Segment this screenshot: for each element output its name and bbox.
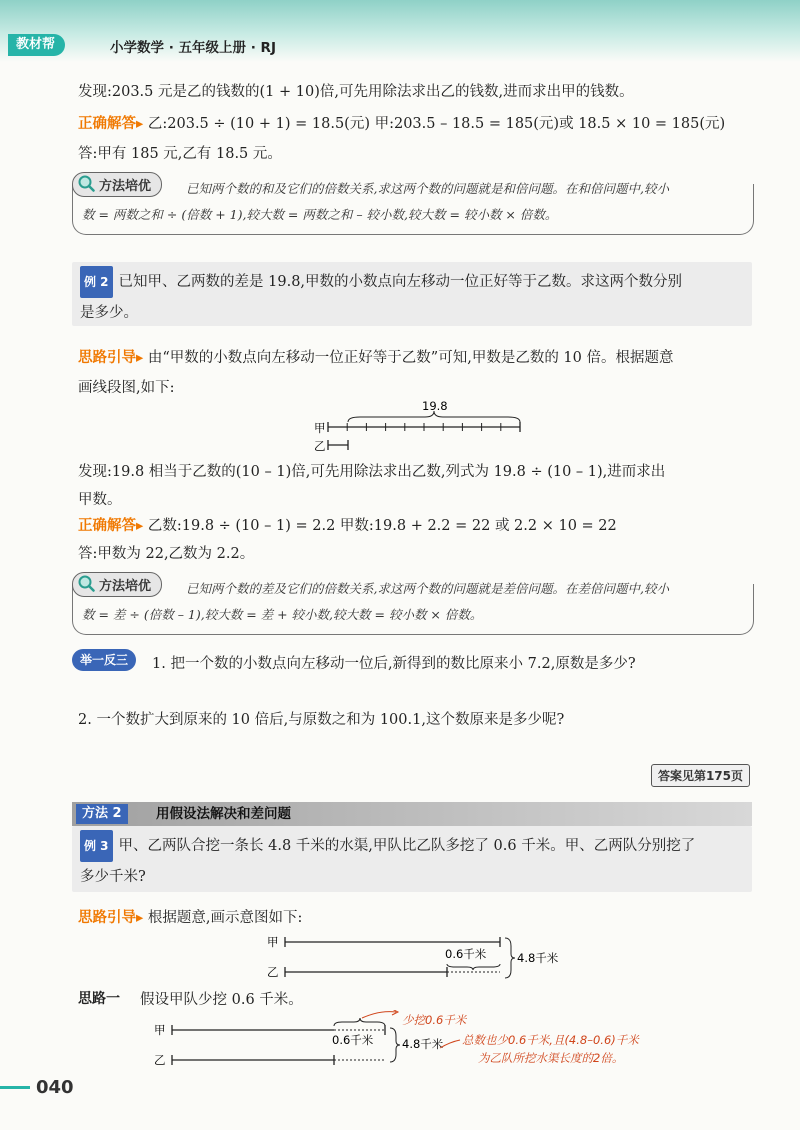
label-jia: 甲 [154,1023,166,1037]
ex2-solve: 乙数:19.8 ÷ (10 – 1) = 2.2 甲数:19.8 + 2.2 = 22 或 2.2 × 10 = 22 [147,518,617,534]
assumption-diagram [140,1010,700,1072]
label-jia: 甲 [314,421,326,435]
tip-label: 方法培优 [99,579,152,594]
ex3-line1: 甲、乙两队合挖一条长 4.8 千米的水渠,甲队比乙队多挖了 0.6 千米。甲、乙两队分别挖了 [118,838,696,854]
book-badge: 教材帮 [8,34,65,56]
method-tag: 方法 2 [76,804,128,824]
note-total: 总数也少0.6千米,且(4.8–0.6)千米 [462,1033,639,1047]
tip-line2: 数 = 两数之和 ÷ (倍数 + 1),较大数 = 两数之和 – 较小数,较大数 = 较小数 × 倍数。 [82,207,558,222]
note-double: 为乙队所挖水渠长度的2倍。 [478,1051,624,1065]
page-accent-bar [0,1086,30,1089]
tip-line1: 已知两个数的差及它们的倍数关系,求这两个数的问题就是差倍问题。在差倍问题中,较小 [186,581,669,596]
magnifier-icon [77,574,95,592]
page-number: 040 [36,1077,74,1098]
book-title: 小学数学 · 五年级上册 · RJ [110,40,276,56]
ex2-find1: 发现:19.8 相当于乙数的(10 – 1)倍,可先用除法求出乙数,列式为 19.8 ÷ (10 – 1),进而求出 [78,464,666,480]
ex3-line2: 多少千米? [80,869,146,885]
tip-label: 方法培优 [99,179,152,194]
ex3-guide-line: 思路引导▸ 根据题意,画示意图如下: [78,910,303,926]
ex2-guide-line1: 思路引导▸ 由“甲数的小数点向左移动一位正好等于乙数”可知,甲数是乙数的 10 倍。根据题意 [78,350,674,366]
practice-q2: 2. 一个数扩大到原来的 10 倍后,与原数之和为 100.1,这个数原来是多少呢? [78,712,565,728]
diff-label: 0.6千米 [445,947,487,961]
guide-label: 思路引导 [78,350,136,366]
ex1-find: 发现:203.5 元是乙的钱数的(1 + 10)倍,可先用除法求出乙的钱数,进而求出甲的钱数。 [78,84,634,100]
tip-heading [72,172,162,197]
magnifier-icon [77,174,95,192]
note-less: 少挖0.6千米 [402,1013,467,1027]
practice-q1: 1. 把一个数的小数点向左移动一位后,新得到的数比原来小 7.2,原数是多少? [152,656,636,672]
label-jia: 甲 [267,935,279,949]
segment-diagram-ex2 [300,400,540,460]
solve-label: 正确解答 [78,518,136,534]
answer-reference: 答案见第175页 [651,764,750,787]
ex1-answer: 答:甲有 185 元,乙有 18.5 元。 [78,146,282,162]
example-box [72,262,752,326]
total-label: 4.8千米 [402,1037,444,1051]
ex2-guide-line2: 画线段图,如下: [78,380,175,396]
ex2-line2: 是多少。 [80,305,138,321]
segment-diagram-ex3 [255,928,575,984]
tip-line2: 数 = 差 ÷ (倍数 – 1),较大数 = 差 + 较小数,较大数 = 较小数 × 倍数。 [82,607,483,622]
method-title: 用假设法解决和差问题 [156,806,291,822]
guide-text: 根据题意,画示意图如下: [147,910,303,926]
diff-label: 19.8 [422,400,448,413]
ex2-answer: 答:甲数为 22,乙数为 2.2。 [78,546,255,562]
ex1-solve: 乙:203.5 ÷ (10 + 1) = 18.5(元) 甲:203.5 – 18.5 = 185(元)或 18.5 × 10 = 185(元) [147,116,726,132]
guide-text: 由“甲数的小数点向左移动一位正好等于乙数”可知,甲数是乙数的 10 倍。根据题意 [147,350,674,366]
practice-tag: 举一反三 [72,649,136,671]
diff-label: 0.6千米 [332,1033,374,1047]
ex1-solve-line: 正确解答▸ 乙:203.5 ÷ (10 + 1) = 18.5(元) 甲:203.5 – 18.5 = 185(元)或 18.5 × 10 = 185(元) [78,116,726,132]
label-yi: 乙 [154,1053,166,1067]
solve-label: 正确解答 [78,116,136,132]
guide-label: 思路引导 [78,910,136,926]
tip-heading [72,572,162,597]
label-yi: 乙 [314,439,326,453]
example-box [72,826,752,892]
ex2-line1: 已知甲、乙两数的差是 19.8,甲数的小数点向左移动一位正好等于乙数。求这两个数分别 [118,274,683,290]
idea1-label: 思路一 [78,991,120,1007]
idea1-text: 假设甲队少挖 0.6 千米。 [140,992,303,1008]
total-label: 4.8千米 [517,951,559,965]
example-tag: 例 2 [80,266,113,298]
ex2-find2: 甲数。 [78,492,122,508]
ex2-solve-line: 正确解答▸ 乙数:19.8 ÷ (10 – 1) = 2.2 甲数:19.8 + 2.2 = 22 或 2.2 × 10 = 22 [78,518,617,534]
example-tag: 例 3 [80,830,113,862]
tip-line1: 已知两个数的和及它们的倍数关系,求这两个数的问题就是和倍问题。在和倍问题中,较小 [186,181,669,196]
label-yi: 乙 [267,965,279,979]
